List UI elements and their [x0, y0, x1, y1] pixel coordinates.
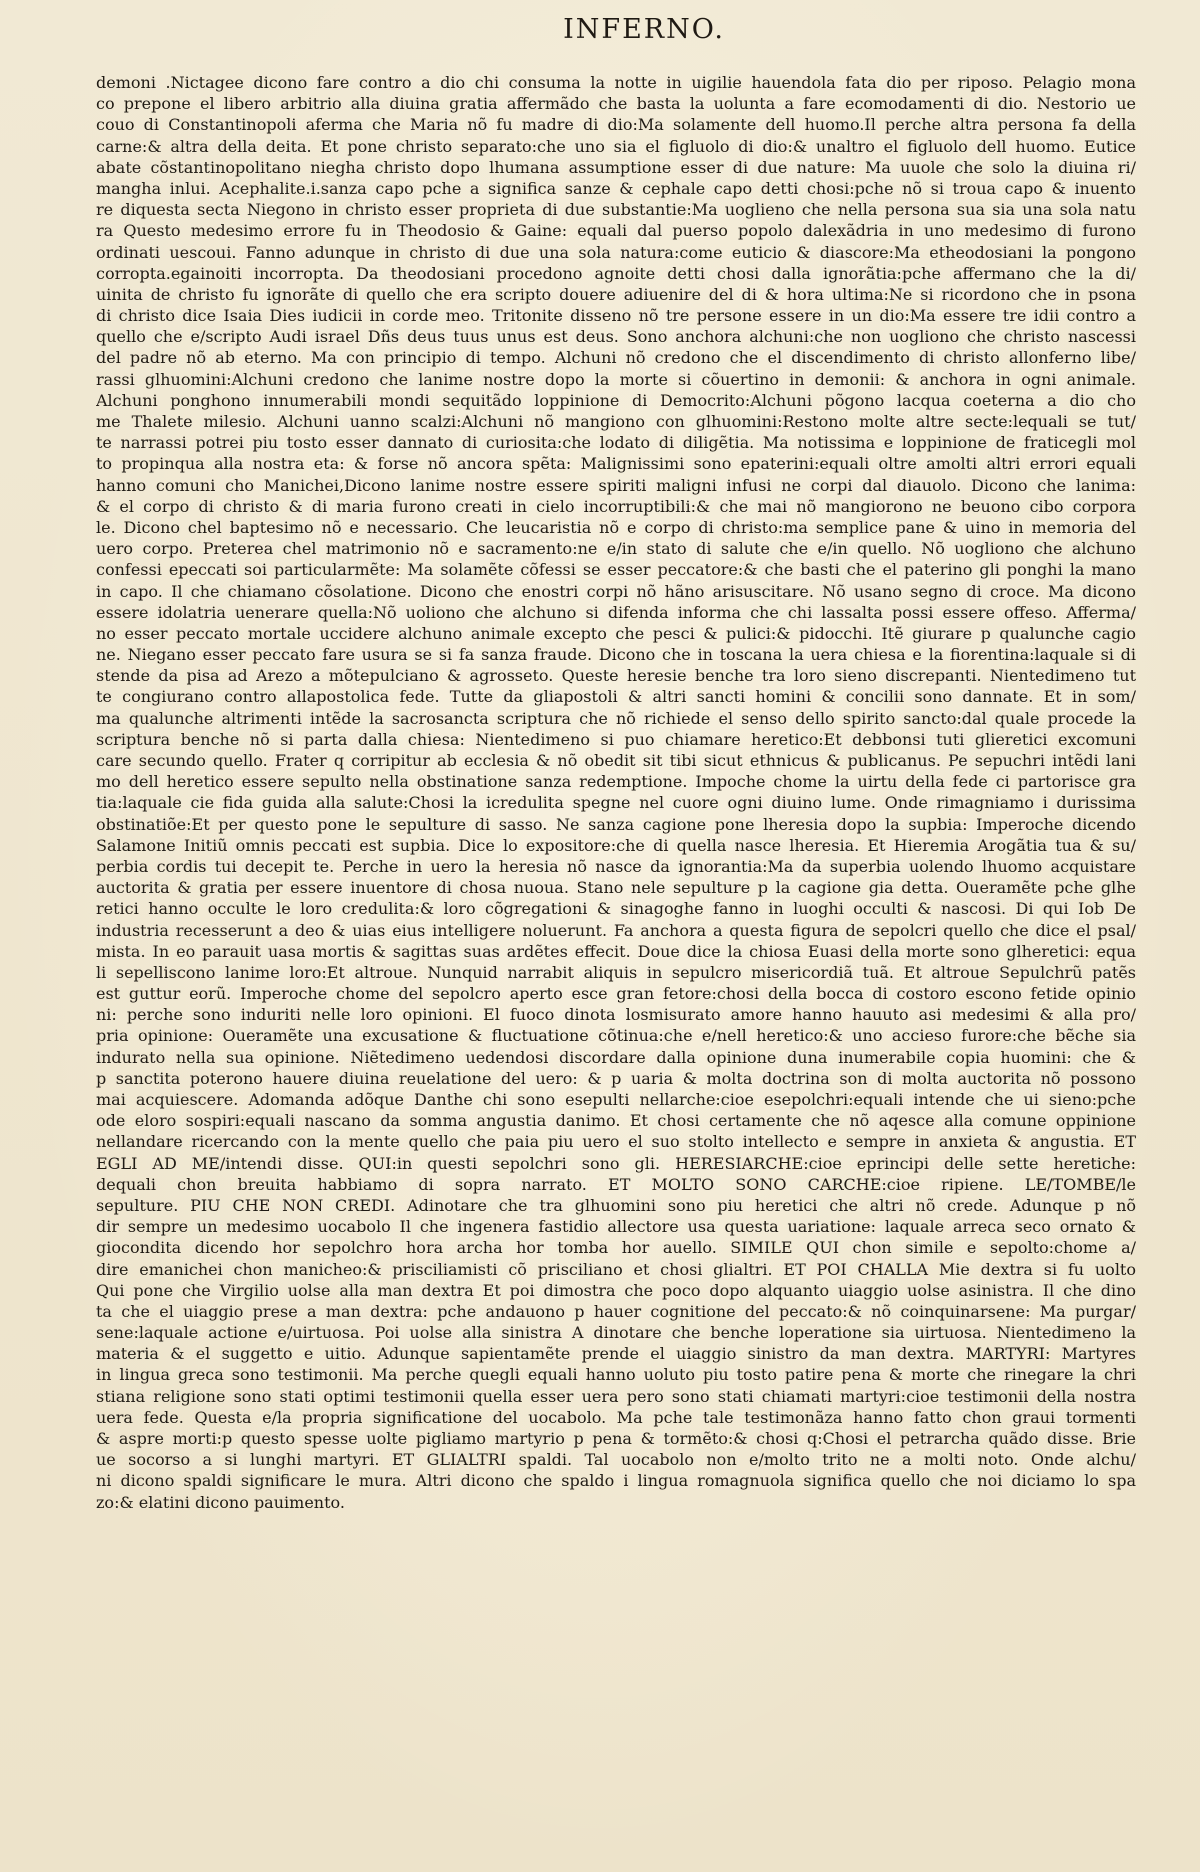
text-line: stende da pisa ad Arezo a mõtepulciano & agrosseto. Queste heresie benche tra loro sieno discrepanti. Nientedimeno tut — [96, 666, 1136, 686]
text-line: giocondita dicendo hor sepolchro hora archa hor tomba hor auello. SIMILE QUI chon simile e sepolto:chome a/ — [96, 1238, 1136, 1258]
text-line: industria recesserunt a deo & uias eius intelligere noluerunt. Fa anchora a questa figura de sepolcri quello che dice el psal/ — [96, 920, 1136, 940]
text-line: le. Dicono chel baptesimo nõ e necessario. Che leucaristia nõ e corpo di christo:ma semplice pane & uino in memoria del — [96, 517, 1136, 537]
text-line: retici hanno occulte le loro credulita:& loro cõgregationi & sinagoghe fanno in luoghi occulti & nascosi. Di qui Iob De — [96, 899, 1136, 919]
text-line: hanno comuni cho Manichei,Dicono lanime nostre essere spiriti maligni infusi ne corpi dal diauolo. Dicono che lanima: — [96, 475, 1136, 495]
text-line: stiana religione sono stati optimi testimonii quella esser uera pero sono stati chiamati martyri:cioe testimonii della nostra — [96, 1386, 1136, 1406]
text-line: quello che e/scripto Audi israel Dñs deus tuus unus est deus. Sono anchora alchuni:che non uogliono che christo nascessi — [96, 327, 1136, 347]
text-line: EGLI AD ME/intendi disse. QUI:in questi sepolchri sono gli. HERESIARCHE:cioe eprincipi delle sette heretiche: — [96, 1153, 1136, 1173]
text-line: sene:laquale actione e/uirtuosa. Poi uolse alla sinistra A dinotare che benche loperatione sia uirtuosa. Nientedimeno la — [96, 1323, 1136, 1343]
text-line: indurato nella sua opinione. Niẽtedimeno uedendosi discordare dalla opinione duna inumerabile copia huomini: che & — [96, 1047, 1136, 1067]
text-line: in capo. Il che chiamano cõsolatione. Dicono che enostri corpi nõ hãno arisuscitare. Nõ usano segno di croce. Ma dicono — [96, 581, 1136, 601]
text-line: ni dicono spaldi significare le mura. Altri dicono che spaldo i lingua romagnuola significa quello che noi diciamo lo spa — [96, 1471, 1136, 1491]
running-head-title: INFERNO. — [563, 14, 725, 45]
text-line: uero corpo. Preterea chel matrimonio nõ e sacramento:ne e/in stato di salute che e/in quello. Nõ uogliono che alchuno — [96, 539, 1136, 559]
text-line: zo:& elatini dicono pauimento. — [96, 1492, 345, 1512]
text-line: pria opinione: Oueramẽte una excusatione & fluctuatione cõtinua:che e/nell heretico:& uno acciesо furore:che bẽche sia — [96, 1026, 1136, 1046]
text-line: ta che el uiaggio prese a man dextra: pche andauono p hauer cognitione del peccato:& nõ coinquinarsene: Ma purgar/ — [96, 1301, 1136, 1321]
text-line: tia:laquale cie fida guida alla salute:Chosi la icredulita spegne nel cuore ogni diuino lume. Onde rimagniamo i durissima — [96, 793, 1136, 813]
text-line: te congiurano contro allapostolica fede. Tutte da gliapostoli & altri sancti homini & concilii sono dannate. Et in som/ — [96, 687, 1136, 707]
text-line: ue socorso a si lunghi martyri. ET GLIALTRI spaldi. Tal uocabolo non e/molto trito ne a molti noto. Onde alchu/ — [96, 1450, 1136, 1470]
text-line: confessi epeccati soi particularmẽte: Ma solamẽte cõfessi se esser peccatore:& che basti che el paterino gli ponghi la mano — [96, 560, 1136, 580]
text-line: couo di Constantinopoli aferma che Maria nõ fu madre di dio:Ma solamente dell huomo.Il perche altra persona fa della — [96, 115, 1136, 135]
text-line: mangha inlui. Acephalite.i.sanza capo pche a significa sanze & cephale capo detti chosi:pche nõ si troua capo & inuento — [96, 178, 1136, 198]
text-line: nellandare ricercando con la mente quello che paia piu uero el suo stolto intellecto e sempre in anxieta & angustia. ET — [96, 1132, 1136, 1152]
text-line: ordinati uescoui. Fanno adunque in christo di due una sola natura:come euticio & diascore:Ma etheodosiani la pongono — [96, 242, 1136, 262]
text-line: p sanctita poterono hauere diuina reuelatione del uero: & p uaria & molta doctrina son di molta auctorita nõ possono — [96, 1068, 1136, 1088]
text-line: dir sempre un medesimo uocabolo Il che ingenera fastidio allectore usa questa uariatione: laquale arreca seco ornato & — [96, 1217, 1136, 1237]
text-line: me Thalete milesio. Alchuni uanno scalzi:Alchuni nõ mangiono con glhuomini:Restono molte altre secte:lequali se tut/ — [96, 412, 1136, 431]
text-line: auctorita & gratia per essere inuentore di chosa nuoua. Stano nele sepulture p la cagione gia detta. Oueramẽte pche glhe — [96, 878, 1136, 898]
text-line: care secundo quello. Frater q corripitur ab ecclesia & nõ obedit sit tibi sicut ethnicus & publicanus. Pe sepuchri intẽdi lani — [96, 751, 1136, 770]
text-line: corropta.egainoiti incorropta. Da theodosiani procedono agnoite detti chosi dalla ignorãtia:pche affermano che la di/ — [96, 263, 1136, 283]
text-line: in lingua greca sono testimonii. Ma perche quegli equali hanno uoluto piu tosto patire pena & morte che rinegare la chri — [96, 1365, 1136, 1385]
text-line: ode eloro sospiri:equali nascano da somma angustia danimo. Et chosi certamente che nõ aqesce alla comune oppinione — [96, 1111, 1136, 1131]
text-line: carne:& altra della deita. Et pone christo separato:che uno sia el figluolo di dio:& unaltro el figluolo dell huomo. Eutice — [96, 136, 1136, 156]
text-line: to propinqua alla nostra eta: & forse nõ ancora spẽta: Malignissimi sono epaterini:equali oltre amolti altri errori equali — [96, 454, 1136, 474]
text-line: materia & el suggetto e uitio. Adunque sapientamẽte prende el uiaggio sinistro da man dextra. MARTYRI: Martyres — [96, 1344, 1136, 1364]
text-line: & aspre morti:p questo spesse uolte pigliamo martyrio p pena & tormẽto:& chosi q:Chosi el petrarcha quãdo disse. Brie — [96, 1429, 1136, 1448]
text-line: del padre nõ ab eterno. Ma con principio di tempo. Alchuni nõ credono che el discendimento di christo allonferno libe/ — [96, 348, 1136, 368]
text-line: co prepone el libero arbitrio alla diuina gratia affermãdo che basta la uolunta a fare ecomodamenti di dio. Nestorio ue — [96, 94, 1136, 114]
text-line: mo dell heretico essere sepulto nella obstinatione sanza redemptione. Impoche chome la uirtu della fede ci partorisce gra — [96, 772, 1136, 792]
text-line: ma qualunche altrimenti intẽde la sacrosancta scriptura che nõ richiede el senso dello spirito sancto:dal quale procede la — [96, 708, 1136, 728]
text-line: di christo dice Isaia Dies iudicii in corde meo. Tritonite disseno nõ tre persone essere in un dio:Ma essere tre idii contro a — [96, 306, 1136, 326]
text-line: sepulture. PIU CHE NON CREDI. Adinotare che tra glhuomini sono piu heretici che altri nõ crede. Adunque p nõ — [96, 1195, 1136, 1215]
text-line: scriptura benche nõ si parta dalla chiesa: Nientedimeno si puo chiamare heretico:Et debbonsi tuti glieretici excomuni — [96, 729, 1136, 749]
text-line: perbia cordis tui decepit te. Perche in uero la heresia nõ nasce da ignorantia:Ma da superbia uolendo lhuomo acquistare — [96, 856, 1136, 876]
running-head — [0, 10, 1200, 50]
commentary-text-block — [96, 72, 1136, 1712]
text-line: re diquesta secta Niegono in christo esser proprieta di due substantie:Ma uoglieno che nella persona sua sia una sola natu — [96, 200, 1136, 220]
text-line: dequali chon breuita habbiamo di sopra narrato. ET MOLTO SONO CARCHE:cioe ripiene. LE/TOMBE/le — [96, 1174, 1136, 1194]
text-line: uinita de christo fu ignorãte di quello che era scripto douere adiuenire del di & hora ultima:Ne si ricordono che in psona — [96, 284, 1136, 304]
text-line: essere idolatria uenerare quella:Nõ uoliono che alchuno si difenda informa che chi lassalta possi essere offeso. Afferma/ — [96, 602, 1136, 622]
text-line: mista. In eo parauit uasa mortis & sagittas suas ardẽtes effecit. Doue dice la chiosa Euasi della morte sono glheretici: equa — [96, 941, 1136, 961]
text-line: dire emanichei chon manicheo:& prisciliamisti cõ prisciliano et chosi glialtri. ET POI CHALLA Mie dextra si fu uolto — [96, 1259, 1136, 1279]
text-line: no esser peccato mortale uccidere alchuno animale excepto che pesci & pulici:& pidocchi. Itẽ giurare p qualunche cagio — [96, 623, 1136, 643]
text-line: Salamone Initiũ omnis peccati est supbia. Dice lo expositore:che di quella nasce lheresia. Et Hieremia Arogãtia tua & su/ — [96, 835, 1136, 855]
text-line: demoni .Nictagee dicono fare contro a dio chi consuma la notte in uigilie hauendola fata dio per riposo. Pelagio mona — [96, 73, 1136, 92]
text-line: uera fede. Questa e/la propria significatione del uocabolo. Ma pche tale testimonãza hanno fatto chon graui tormenti — [96, 1407, 1136, 1427]
text-line: obstinatiõe:Et per questo pone le sepulture di sasso. Ne sanza cagione pone lheresia dopo la supbia: Imperoche dicendo — [96, 814, 1136, 834]
text-line: abate cõstantinopolitano niegha christo dopo lhumana assumptione esser di due nature: Ma uuole che solo la diuina ri/ — [96, 157, 1136, 177]
text-line: te narrassi potrei piu tosto esser dannato di curiosita:che lodato di diligẽtia. Ma notissima e loppinione de fraticegli mol — [96, 433, 1136, 453]
text-line: rassi glhuomini:Alchuni credono che lanime nostre dopo la morte si cõuertino in demonii: & anchora in ogni animale. — [96, 369, 1136, 389]
text-line: est guttur eorũ. Imperoche chome del sepolcro aperto esce gran fetore:chosi della bocca di costoro escono fetide opinio — [96, 984, 1136, 1004]
text-line: mai acquiescere. Adomanda adõque Danthe chi sono esepulti nellarche:cioe esepolchri:equali intende che ui sieno:pche — [96, 1090, 1136, 1109]
text-line: & el corpo di christo & di maria furono creati in cielo incorruptibili:& che mai nõ mangiorono ne beuono cibo corpora — [96, 496, 1136, 516]
text-line: Alchuni ponghono innumerabili mondi sequitãdo loppinione di Democrito:Alchuni põgono lacqua coeterna a dio cho — [96, 390, 1136, 410]
text-line: li sepelliscono lanime loro:Et altroue. Nunquid narrabit aliquis in sepulcro misericordiã tuã. Et altroue Sepulchrũ patẽs — [96, 962, 1136, 982]
text-line: Qui pone che Virgilio uolse alla man dextra Et poi dimostra che poco dopo alquanto uiaggio uolse asinistra. Il che dino — [96, 1280, 1136, 1300]
text-line: ne. Niegano esser peccato fare usura se si fa sanza fraude. Dicono che in toscana la uera chiesa e la fiorentina:laquale si di — [96, 645, 1136, 665]
text-line: ni: perche sono induriti nelle loro opinioni. El fuoco dinota losmisurato amore hanno hauuto asi medesimi & alla pro/ — [96, 1005, 1136, 1025]
text-line: ra Questo medesimo errore fu in Theodosio & Gaine: equali dal puerso popolo dalexãdria in uno medesimo di furono — [96, 221, 1136, 241]
